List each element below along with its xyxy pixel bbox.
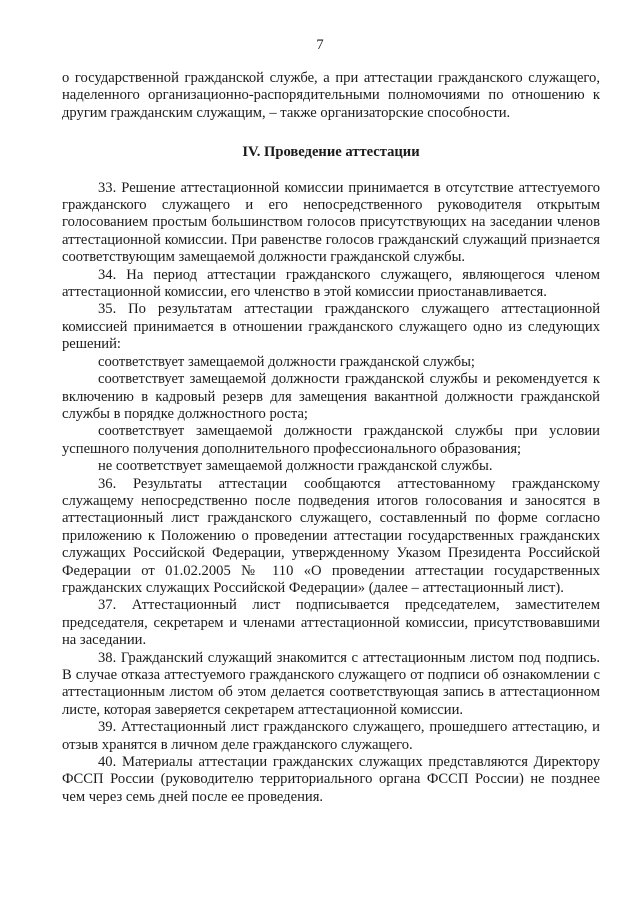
paragraph-36: 36. Результаты аттестации сообщаются аттестованному гражданскому служащему непосредственно после подведения итогов голосования и заносятся в аттестационный лист гражданского служащего, составленный по форме согласно приложению к Положению о проведении аттестации государственных гражданских служащих Российской Федерации, утвержденному Указом Президента Российской Федерации от 01.02.2005 № 110 «О проведении аттестации государственных гражданских служащих Российской Федерации» (далее – аттестационный лист). <box>62 475 600 596</box>
document-body <box>62 70 600 806</box>
paragraph-35: 35. По результатам аттестации гражданского служащего аттестационной комиссией принимается в отношении гражданского служащего одно из следующих решений: <box>62 301 600 353</box>
paragraph-37: 37. Аттестационный лист подписывается председателем, заместителем председателя, секретарем и членами аттестационной комиссии, присутствовавшими на заседании. <box>62 597 600 649</box>
paragraph-33: 33. Решение аттестационной комиссии принимается в отсутствие аттестуемого гражданского служащего и его непосредственного руководителя открытым голосованием простым большинством голосов присутствующих на заседании членов аттестационной комиссии. При равенстве голосов гражданский служащий признается соответствующим замещаемой должности гражданской службы. <box>62 179 600 266</box>
page-number: 7 <box>316 37 324 53</box>
decision-option-2: соответствует замещаемой должности гражданской службы и рекомендуется к включению в кадровый резерв для замещения вакантной должности гражданской службы в порядке должностного роста; <box>62 371 600 422</box>
paragraph-38: 38. Гражданский служащий знакомится с аттестационным листом под подпись. В случае отказа аттестуемого гражданского служащего от подписи об ознакомлении с аттестационным листом об этом делается соответствующая запись в аттестационном листе, которая заверяется секретарем аттестационной комиссии. <box>62 649 600 718</box>
paragraph-continuation: о государственной гражданской службе, а при аттестации гражданского служащего, наделенного организационно-распорядительными полномочиями по отношению к другим гражданским служащим, – также организаторские способности. <box>62 70 600 121</box>
paragraph-40: 40. Материалы аттестации гражданских служащих представляются Директору ФССП России (руководителю территориального органа ФССП России) не позднее чем через семь дней после ее проведения. <box>62 754 600 805</box>
paragraph-39: 39. Аттестационный лист гражданского служащего, прошедшего аттестацию, и отзыв хранятся в личном деле гражданского служащего. <box>62 719 600 753</box>
decision-option-3: соответствует замещаемой должности гражданской службы при условии успешного получения дополнительного профессионального образования; <box>62 423 600 457</box>
decision-option-1: соответствует замещаемой должности гражданской службы; <box>98 353 475 370</box>
section-title: IV. Проведение аттестации <box>242 144 420 161</box>
paragraph-34: 34. На период аттестации гражданского служащего, являющегося членом аттестационной комиссии, его членство в этой комиссии приостанавливается. <box>62 266 600 301</box>
decision-option-4: не соответствует замещаемой должности гражданской службы. <box>98 458 493 475</box>
